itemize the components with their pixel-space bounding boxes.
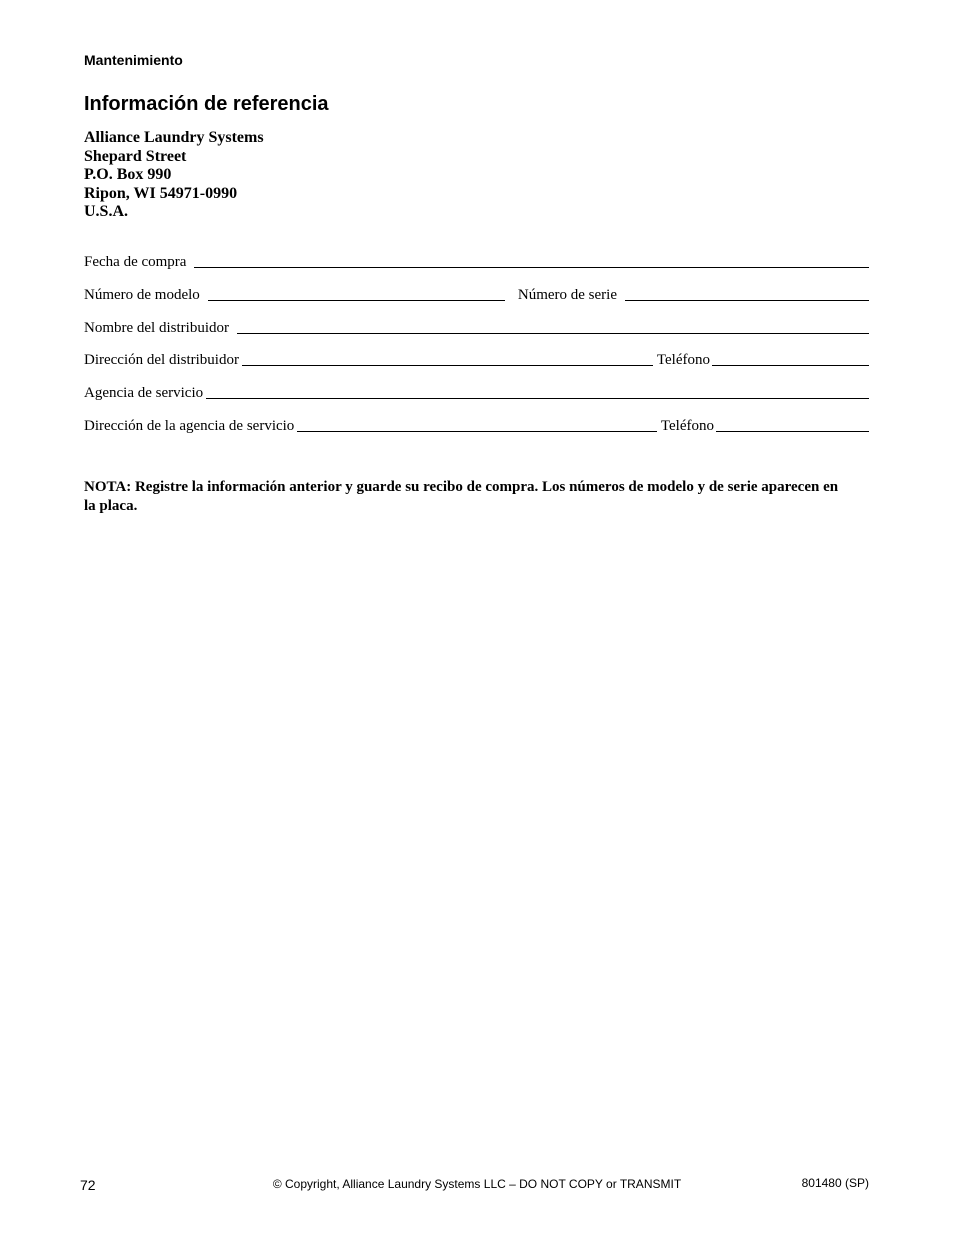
purchase-date-row xyxy=(84,253,869,271)
purchase-date-label: Fecha de compra xyxy=(84,254,187,270)
note-text: NOTA: Registre la información anterior y guarde su recibo de compra. Los números de modelo y de serie aparecen en la placa. xyxy=(84,479,839,514)
distributor-phone-field[interactable] xyxy=(712,353,869,366)
distributor-address-field[interactable] xyxy=(242,353,653,366)
service-agency-phone-label: Teléfono xyxy=(660,418,714,434)
serial-number-label: Número de serie xyxy=(517,287,617,303)
service-agency-address-field[interactable] xyxy=(297,419,657,432)
purchase-date-field[interactable] xyxy=(194,255,869,268)
service-agency-address-row xyxy=(84,417,869,435)
distributor-name-row xyxy=(84,319,869,337)
model-number-field[interactable] xyxy=(208,288,505,301)
address-line: Shepard Street xyxy=(84,147,187,165)
address-line: U.S.A. xyxy=(84,203,129,220)
company-address xyxy=(84,129,264,222)
copyright-notice: © Copyright, Alliance Laundry Systems LLC – DO NOT COPY or TRANSMIT xyxy=(272,1177,682,1191)
address-line: Ripon, WI 54971-0990 xyxy=(84,184,238,202)
page-title: Información de referencia xyxy=(84,93,329,115)
model-serial-row xyxy=(84,286,869,304)
service-agency-phone-field[interactable] xyxy=(716,419,869,432)
model-number-label: Número de modelo xyxy=(84,287,200,303)
address-line: P.O. Box 990 xyxy=(84,166,172,183)
service-agency-row xyxy=(84,384,869,402)
distributor-address-row xyxy=(84,351,869,369)
distributor-address-label: Dirección del distribuidor xyxy=(84,352,239,368)
address-line: Alliance Laundry Systems xyxy=(84,129,264,146)
service-agency-address-label: Dirección de la agencia de servicio xyxy=(84,418,295,434)
serial-number-field[interactable] xyxy=(625,288,869,301)
service-agency-label: Agencia de servicio xyxy=(84,385,204,401)
page-number: 72 xyxy=(80,1177,96,1193)
section-label: Mantenimiento xyxy=(84,52,183,68)
distributor-phone-label: Teléfono xyxy=(656,352,710,368)
document-code: 801480 (SP) xyxy=(801,1176,869,1190)
service-agency-field[interactable] xyxy=(206,386,869,399)
distributor-name-field[interactable] xyxy=(237,321,869,334)
distributor-name-label: Nombre del distribuidor xyxy=(84,320,229,336)
